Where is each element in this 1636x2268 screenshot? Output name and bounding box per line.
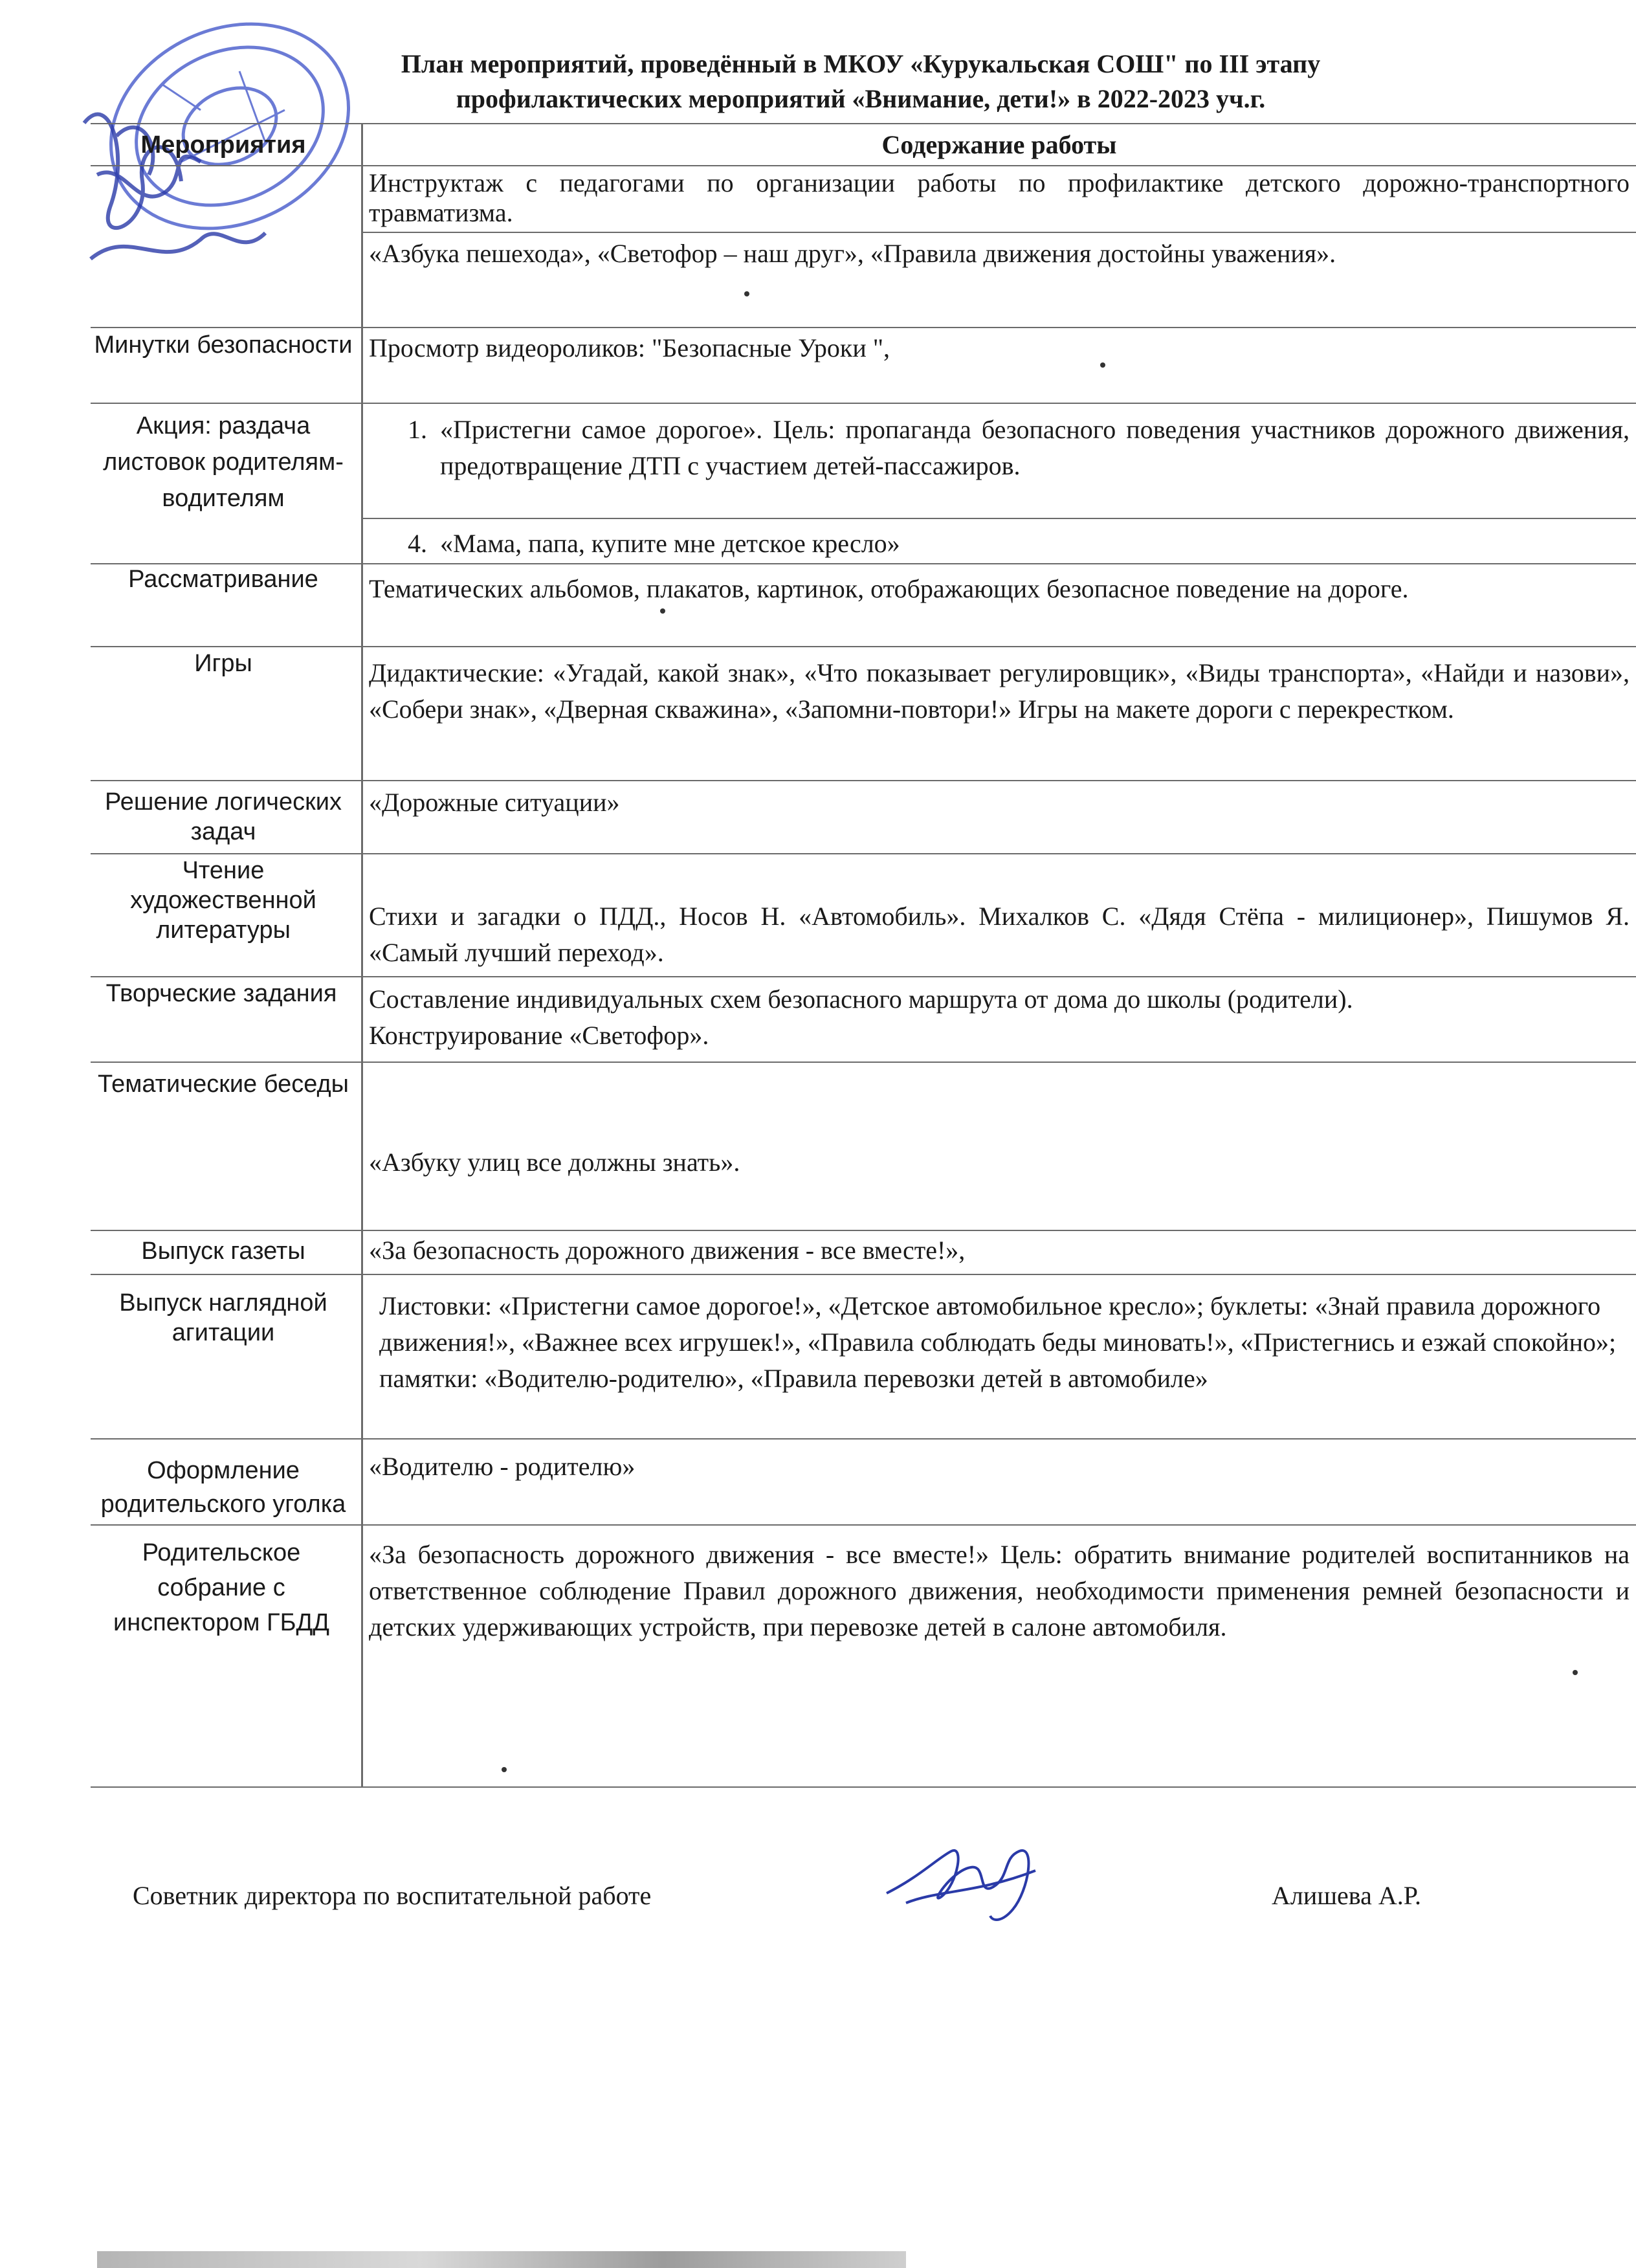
row-logic-tasks-content: «Дорожные ситуации» [369, 788, 620, 817]
row-newspaper-content: «За безопасность дорожного движения - все вместе!», [369, 1236, 966, 1265]
row-creative-tasks-content [369, 981, 1630, 1060]
item-4-number: 4. [408, 529, 427, 558]
row-agitation-label: Выпуск наглядной агитации [119, 1289, 327, 1346]
row-safety-minutes-content: Просмотр видеороликов: "Безопасные Уроки ", [369, 333, 890, 362]
talk-line-1: «Азбуку улиц все должны знать». [369, 1148, 740, 1177]
creative-line-2: Конструирование «Светофор». [369, 1021, 709, 1050]
row-viewing-label: Рассматривание [128, 566, 318, 593]
row-games-content: Дидактические: «Угадай, какой знак», «Что показывает регулировщик», «Виды транспорта», «Найди и назови», «Собери знак», «Дверная скважина», «Запомни-повтори!» Игры на макете дороги с перекрестком. [369, 658, 1630, 724]
row-reading-label: Чтение художественной литературы [130, 857, 316, 944]
header-content: Содержание работы [881, 130, 1117, 159]
item-1-number: 1. [408, 415, 427, 444]
page-title [246, 47, 1476, 117]
row-newspaper-label: Выпуск газеты [141, 1238, 305, 1265]
signatory-position: Советник директора по воспитательной работе [133, 1881, 652, 1910]
title-line-1: План мероприятий, проведённый в МКОУ «Курукальская СОШ" по III этапу [401, 49, 1321, 78]
row-safety-minutes-label: Минутки безопасности [94, 331, 353, 359]
signatory-name: Алишева А.Р. [1272, 1881, 1422, 1910]
signature-icon [880, 1832, 1055, 1929]
row-parent-meeting-label: Родительское собрание с инспектором ГБДД [113, 1539, 330, 1636]
row-agitation-content: Листовки: «Пристегни самое дорогое!», «Детское автомобильное кресло»; буклеты: «Знай правила дорожного движения!», «Важнее всех игрушек!», «Правила соблюдать беды миновать!», «Пристегнись и езжай спокойно»; памятки: «Водителю-родителю», «Правила перевозки детей в автомобиле» [379, 1291, 1617, 1393]
creative-line-1: Составление индивидуальных схем безопасного маршрута от дома до школы (родители). [369, 984, 1353, 1014]
row-talks-label: Тематические беседы [98, 1071, 349, 1098]
scan-edge-strip [97, 2251, 906, 2268]
row-instruction-content: Инструктаж с педагогами по организации работы по профилактике детского дорожно-транспортного травматизма. [369, 168, 1630, 227]
header-events: Мероприятия [140, 131, 306, 159]
title-line-2: профилактических мероприятий «Внимание, дети!» в 2022-2023 уч.г. [456, 84, 1266, 113]
row-pedestrian-content: «Азбука пешехода», «Светофор – наш друг», «Правила движения достойны уважения». [369, 239, 1336, 268]
row-creative-tasks-label: Творческие задания [105, 980, 337, 1007]
row-parent-corner-content: «Водителю - родителю» [369, 1452, 636, 1481]
row-talks-content [369, 1072, 1630, 1227]
item-4-text: «Мама, папа, купите мне детское кресло» [440, 529, 900, 558]
item-1-text: «Пристегни самое дорогое». Цель: пропаганда безопасного поведения участников дорожного движения, предотвращение ДТП с участием детей-пассажиров. [440, 415, 1630, 480]
row-leaflet-item-1 [369, 412, 1630, 515]
row-viewing-content: Тематических альбомов, плакатов, картинок, отображающих безопасное поведение на дороге. [369, 574, 1409, 603]
row-reading-content: Стихи и загадки о ПДД., Носов Н. «Автомобиль». Михалков С. «Дядя Стёпа - милиционер», Пишумов Я. «Самый лучший переход». [369, 902, 1630, 967]
row-logic-tasks-label: Решение логических задач [105, 788, 342, 845]
row-parent-corner-label: Оформление родительского уголка [100, 1457, 346, 1518]
row-parent-meeting-content: «За безопасность дорожного движения - все вместе!» Цель: обратить внимание родителей воспитанников на ответственное соблюдение Правил дорожного движения, необходимости применения ремней безопасности и детских удерживающих устройств, при перевозке детей в салоне автомобиля. [369, 1540, 1630, 1641]
row-games-label: Игры [194, 650, 252, 677]
row-leaflet-action-label: Акция: раздача листовок родителям-водителям [103, 412, 344, 512]
row-leaflet-item-4 [369, 526, 1630, 562]
